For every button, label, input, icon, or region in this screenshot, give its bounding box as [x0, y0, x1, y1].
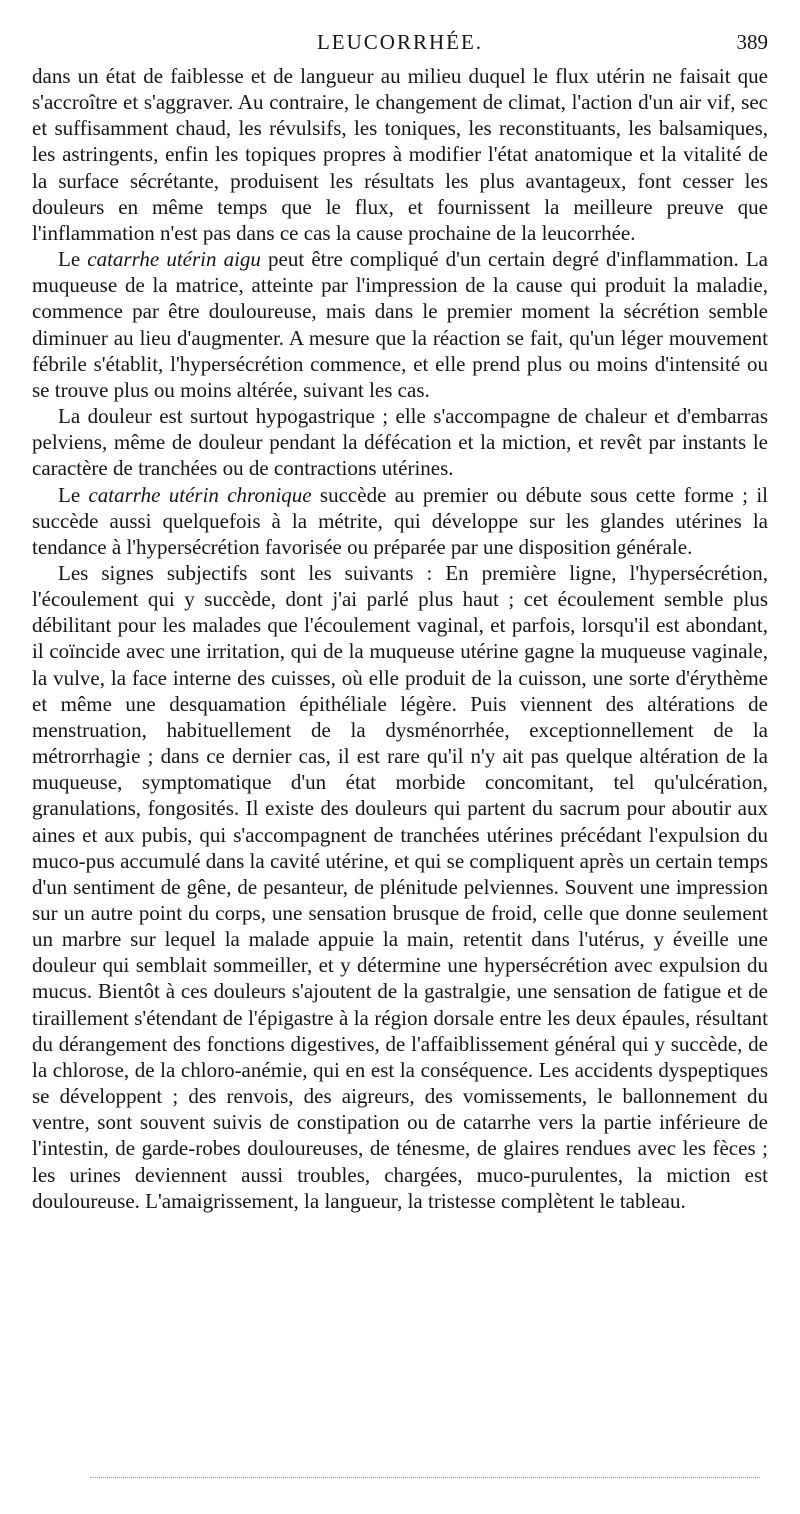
italic-term: catarrhe utérin chronique [88, 482, 312, 507]
text-segment: La douleur est surtout hypogastrique ; elle s'accompagne de chaleur et d'embarras pelviens, même de douleur pendant la défécation et la miction, et revêt par instants le caractère de tranchées ou de contractions utérines. [32, 404, 768, 481]
page-header [32, 30, 768, 60]
text-segment: Les signes subjectifs sont les suivants : En première ligne, l'hypersécrétion, l'écoulement qui y succède, dont j'ai parlé plus haut ; cet écoulement semble plus débilitant pour les malades que l'écoulement vaginal, et parfois, lorsqu'il est abondant, il coïncide avec une irritation, qui de la muqueuse utérine gagne la muqueuse vaginale, la vulve, la face interne des cuisses, où elle produit de la cuisson, une sorte d'érythème et même une desquamation épithéliale légère. Puis viennent des altérations de menstruation, habituellement de la dysménorrhée, exceptionnellement de la métrorrhagie ; dans ce dernier cas, il est rare qu'il n'y ait pas quelque altération de la muqueuse, symptomatique d'un état morbide concomitant, tel qu'ulcération, granulations, fongosités. Il existe des douleurs qui partent du sacrum pour aboutir aux aines et aux pubis, qui s'accompagnent de tranchées utérines précédant l'expulsion du muco-pus accumulé dans la cavité utérine, et qui se compliquent après un certain temps d'un sentiment de gêne, de pesanteur, de plénitude pelviennes. Souvent une impression sur un autre point du corps, une sensation brusque de froid, celle que donne seulement un marbre sur lequel la malade appuie la main, retentit dans l'utérus, y éveille une douleur qui semblait sommeiller, et y détermine une hypersécrétion avec expulsion du mucus. Bientôt à ces douleurs s'ajoutent de la gastralgie, une sensation de fatigue et de tiraillement s'étendant de l'épigastre à la région dorsale entre les deux épaules, résultant du dérangement des fonctions digestives, de l'affaiblissement général qui y succède, de la chlorose, de la chloro-anémie, qui en est la conséquence. Les accidents dyspeptiques se développent ; des renvois, des aigreurs, des vomissements, le ballonnement du ventre, sont souvent suivis de constipation ou de catarrhe vers la partie inférieure de l'intestin, de garde-robes douloureuses, de ténesme, de glaires rendues avec les fèces ; les urines deviennent aussi troubles, chargées, muco-purulentes, la miction est douloureuse. L'amaigrissement, la langueur, la tristesse complètent le tableau. [32, 560, 768, 1213]
running-title: LEUCORRHÉE. [316, 30, 484, 54]
paragraph-1 [32, 63, 768, 246]
paragraph-4 [32, 482, 768, 560]
paragraph-5 [32, 560, 768, 1214]
text-segment: dans un état de faiblesse et de langueur au milieu duquel le flux utérin ne faisait que s'accroître et s'aggraver. Au contraire, le changement de climat, l'action d'un air vif, sec et suffisamment chaud, les révulsifs, les toniques, les reconstituants, les balsamiques, les astringents, enfin les topiques propres à modifier l'état anatomique et la vitalité de la surface sécrétante, produisent les résultats les plus avantageux, font cesser les douleurs en même temps que le flux, et fournissent la meilleure preuve que l'inflammation n'est pas dans ce cas la cause prochaine de la leucorrhée. [32, 64, 768, 245]
text-segment: peut être compliqué d'un certain degré d'inflammation. La muqueuse de la matrice, atteinte par l'impression de la cause qui produit la maladie, commence par être douloureuse, mais dans le premier moment la sécrétion semble diminuer au lieu d'augmenter. A mesure que la réaction se fait, qu'un léger mouvement fébrile s'établit, l'hypersécrétion commence, et elle prend plus ou moins d'intensité ou se trouve plus ou moins altérée, suivant les cas. [32, 247, 768, 402]
text-segment: Le [58, 247, 88, 272]
paragraph-3 [32, 403, 768, 481]
footer-dotted-rule [90, 1477, 760, 1478]
text-segment: succède au premier ou débute sous cette forme ; il succède aussi quelquefois à la métrite, qui développe sur les glandes utérines la tendance à l'hypersécrétion favorisée ou préparée par une disposition générale. [32, 482, 769, 559]
italic-term: catarrhe utérin aigu [87, 247, 261, 272]
paragraph-2 [32, 246, 768, 403]
text-segment: Le [58, 482, 89, 507]
body-text [32, 63, 768, 1214]
page-number: 389 [736, 30, 768, 54]
